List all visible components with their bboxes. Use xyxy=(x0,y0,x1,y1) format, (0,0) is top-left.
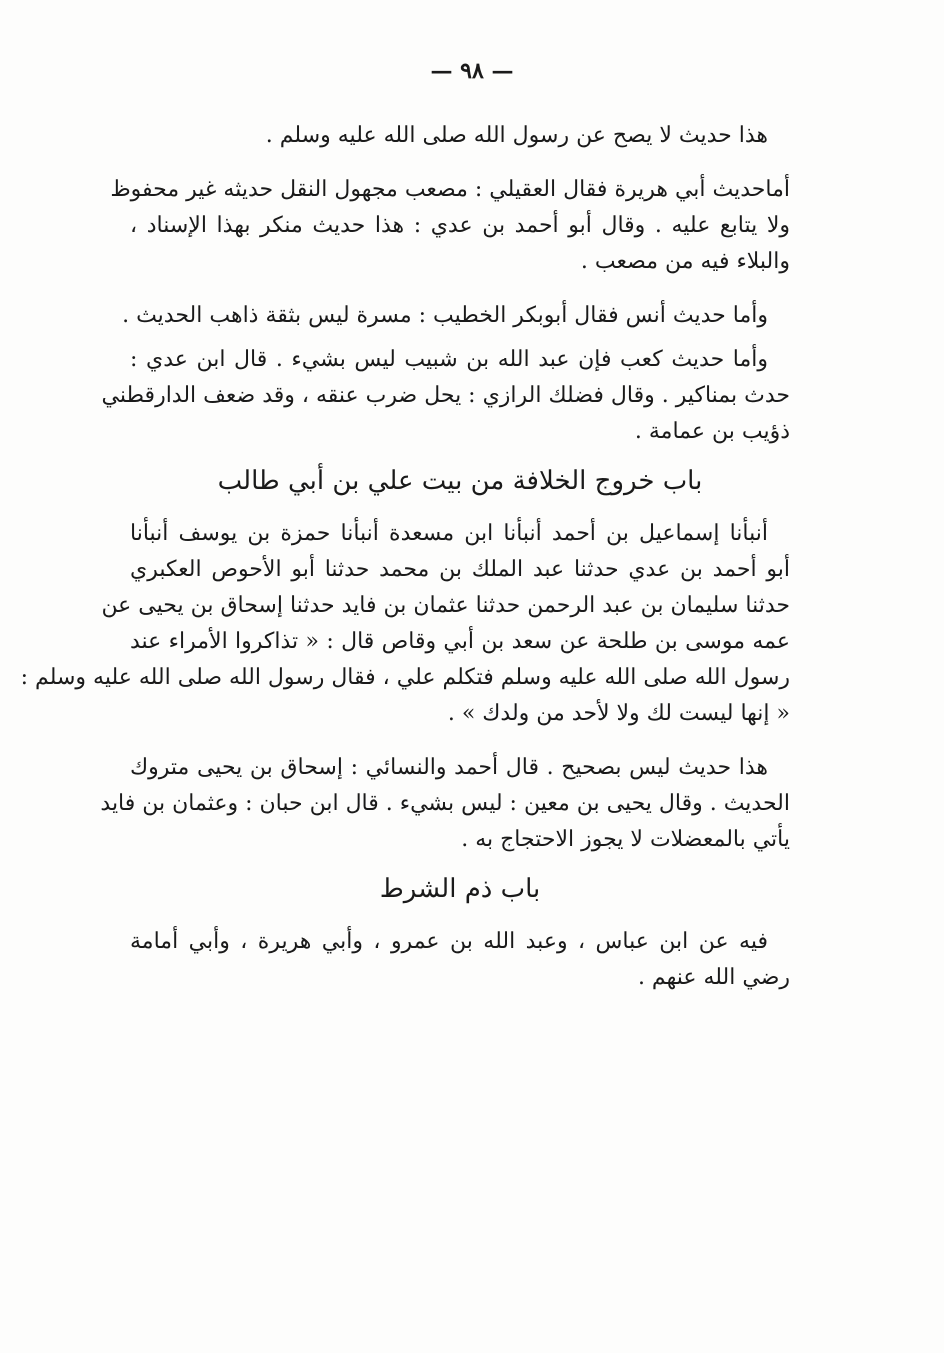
text-line: والبلاء فيه من مصعب . xyxy=(580,249,790,274)
text-line: ولا يتابع عليه . وقال أبو أحمد بن عدي : هذا حديث منكر بهذا الإسناد ، xyxy=(130,213,790,238)
text-line: عمه موسى بن طلحة عن سعد بن أبي وقاص قال : « تذاكروا الأمراء عند xyxy=(130,629,790,654)
text-line: رسول الله صلى الله عليه وسلم فتكلم علي ، فقال رسول الله صلى الله عليه وسلم : xyxy=(20,665,790,690)
text-line: أماحديث أبي هريرة فقال العقيلي : مصعب مجهول النقل حديثه غير محفوظ xyxy=(110,177,790,202)
text-line: رضي الله عنهم . xyxy=(637,965,790,990)
text-line: أنبأنا إسماعيل بن أحمد أنبأنا ابن مسعدة أنبأنا حمزة بن يوسف أنبأنا xyxy=(130,521,768,546)
paragraph-6 xyxy=(100,750,790,858)
text-line: الحديث . وقال يحيى بن معين : ليس بشيء . قال ابن حبان : وعثمان بن فايد xyxy=(100,791,790,816)
text-line: فيه عن ابن عباس ، وعبد الله بن عمرو ، وأبي هريرة ، وأبي أمامة xyxy=(130,929,768,954)
text-line: حدثنا سليمان بن عبد الرحمن حدثنا عثمان بن فايد حدثنا إسحاق بن يحيى عن xyxy=(101,593,790,618)
text-line: هذا حديث لا يصح عن رسول الله صلى الله عليه وسلم . xyxy=(265,123,768,148)
paragraph-3 xyxy=(122,298,790,334)
text-line: حدث بمناكير . وقال فضلك الرازي : يحل ضرب عنقه ، وقد ضعف الدارقطني xyxy=(101,383,790,408)
paragraph-5 xyxy=(20,516,790,732)
section-heading-caliphate: باب خروج الخلافة من بيت علي بن أبي طالب xyxy=(217,466,703,496)
paragraph-2 xyxy=(110,172,790,280)
paragraph-4 xyxy=(101,342,790,450)
section-heading-police: باب ذم الشرط xyxy=(379,874,541,904)
paragraph-1 xyxy=(130,118,790,154)
paragraph-7 xyxy=(130,924,790,996)
text-line: هذا حديث ليس بصحيح . قال أحمد والنسائي : إسحاق بن يحيى متروك xyxy=(130,755,768,780)
text-line: يأتي بالمعضلات لا يجوز الاحتجاج به . xyxy=(461,827,790,852)
text-line: وأما حديث أنس فقال أبوبكر الخطيب : مسرة ليس بثقة ذاهب الحديث . xyxy=(122,303,768,328)
text-line: أبو أحمد بن عدي حدثنا عبد الملك بن محمد حدثنا أبو الأحوص العكبري xyxy=(130,557,790,582)
text-line: ذؤيب بن عمامة . xyxy=(634,419,790,444)
text-line: وأما حديث كعب فإن عبد الله بن شبيب ليس بشيء . قال ابن عدي : xyxy=(130,347,768,372)
page-body xyxy=(20,118,790,996)
page-number: — ٩٨ — xyxy=(430,58,514,84)
text-line: « إنها ليست لك ولا لأحد من ولدك » . xyxy=(447,701,790,726)
